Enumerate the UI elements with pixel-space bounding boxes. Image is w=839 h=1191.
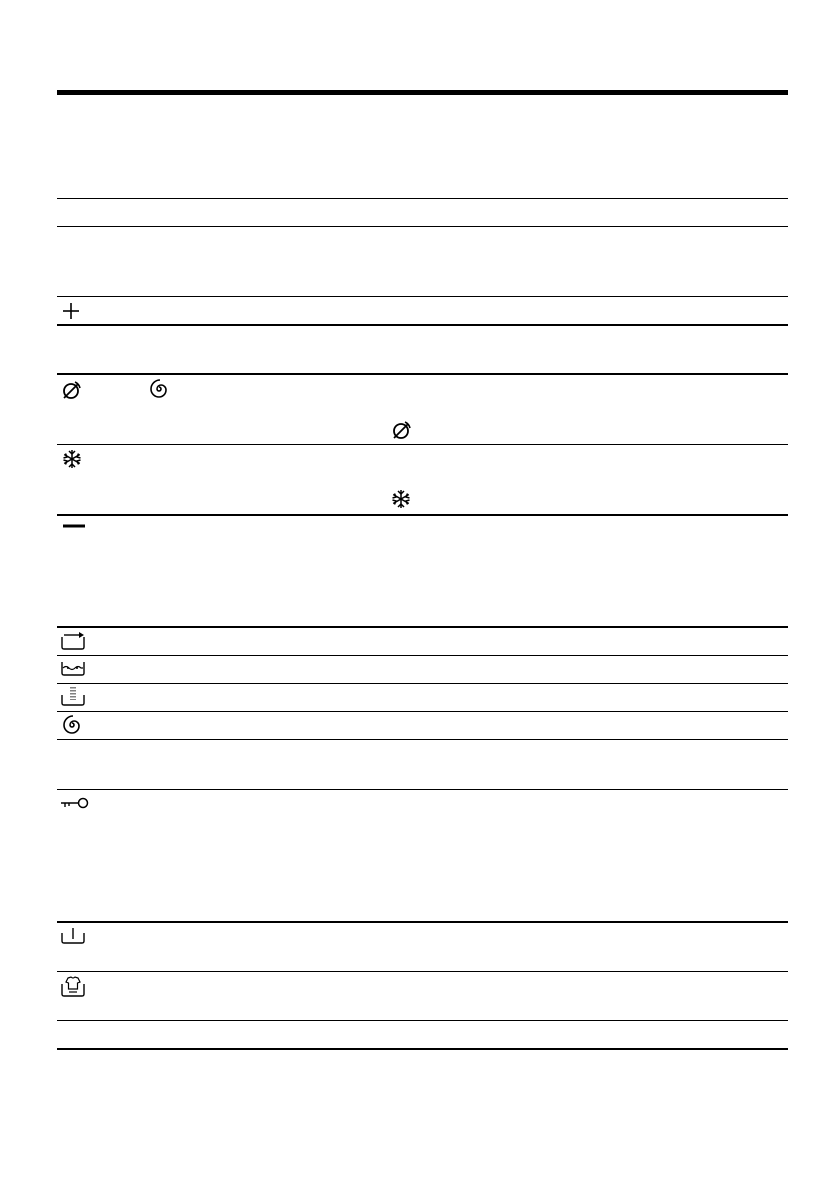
row-divider (57, 921, 788, 923)
row-divider (57, 739, 788, 740)
row-divider (57, 226, 788, 227)
row-divider (57, 373, 788, 375)
spin-icon (61, 714, 83, 736)
row-divider (57, 296, 788, 297)
row-divider (57, 655, 788, 656)
no-spin-icon (391, 419, 413, 441)
table-bottom-rule (57, 1048, 788, 1050)
spin-icon (148, 378, 170, 400)
row-divider (57, 198, 788, 199)
tub-drain-icon (60, 927, 86, 945)
row-divider (57, 626, 788, 628)
row-divider (57, 324, 788, 326)
plus-icon (62, 302, 80, 320)
row-divider (57, 711, 788, 712)
tub-rinse-icon (60, 685, 86, 707)
minus-icon (62, 522, 86, 530)
header-rule (57, 90, 788, 95)
tub-arrow-icon (60, 629, 86, 651)
tub-shirt-icon (60, 976, 86, 998)
snowflake-icon (391, 489, 411, 509)
key-icon (60, 796, 90, 810)
row-divider (57, 789, 788, 790)
no-spin-icon (61, 379, 83, 401)
row-divider (57, 971, 788, 972)
row-divider (57, 683, 788, 684)
row-divider (57, 1020, 788, 1021)
row-divider (57, 514, 788, 516)
tub-water-icon (60, 658, 86, 678)
snowflake-icon (62, 449, 82, 469)
row-divider (57, 444, 788, 445)
